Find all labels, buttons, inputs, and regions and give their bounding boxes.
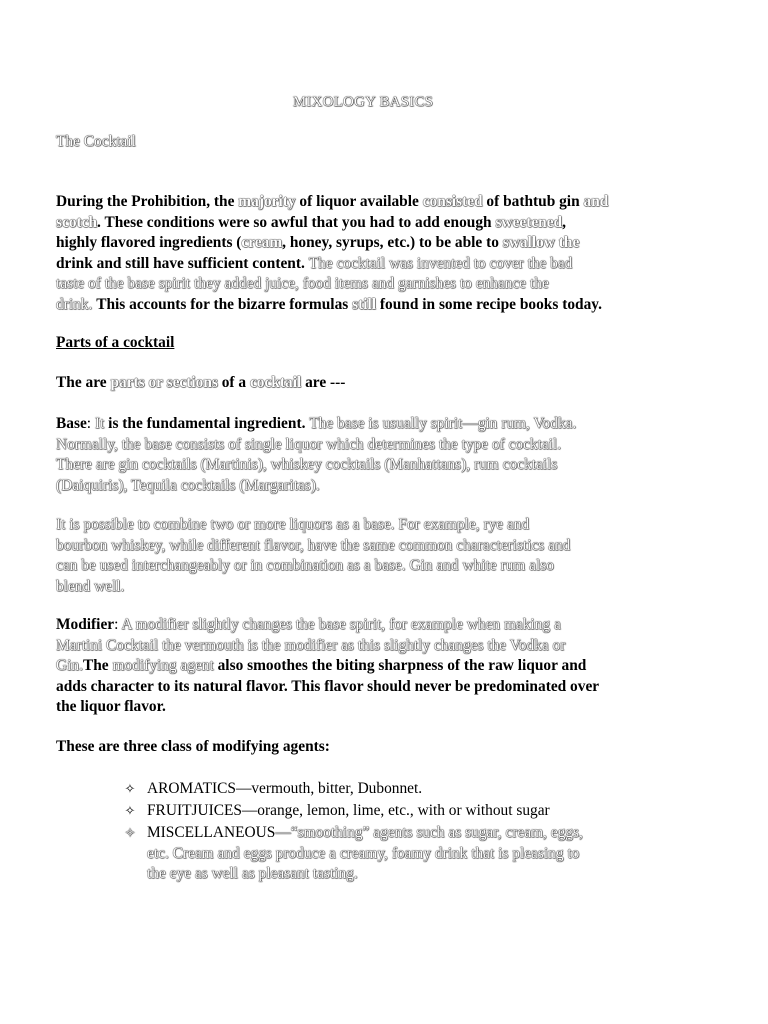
parts-heading: Parts of a cocktail (56, 334, 175, 351)
bullet-star-icon: ✧ (124, 803, 136, 818)
text-line (147, 779, 422, 799)
text-line (56, 295, 602, 315)
text-run: of liquor available (295, 193, 423, 210)
text-run: etc. Cream and eggs produce a creamy, foamy drink that is pleasing to (147, 844, 580, 862)
text-line (56, 435, 561, 455)
text-run: parts or sections (110, 374, 218, 391)
text-run: Normally, the base consists of single liquor which determines the type of cocktail. (56, 435, 562, 453)
text-run: highly flavored ingredients ( (56, 234, 242, 251)
text-run: , honey, syrups, etc.) to be able to (282, 234, 503, 251)
text-line (56, 274, 549, 294)
text-line (56, 373, 345, 393)
text-run: can be used interchangeably or in combination as a base. Gin and white rum also (56, 557, 554, 574)
text-run: Modifier (56, 616, 115, 633)
text-run: still (352, 295, 377, 313)
text-run: The (82, 657, 113, 674)
text-line (56, 476, 320, 496)
text-line (56, 414, 576, 434)
text-line (56, 254, 572, 274)
text-run: It is possible to combine two or more liquors as a base. For example, rye and (56, 516, 530, 533)
text-run: is the fundamental ingredient. (104, 415, 310, 432)
text-line (56, 697, 166, 717)
text-line (56, 577, 124, 597)
text-line (56, 455, 557, 475)
text-run: of a (217, 374, 250, 391)
text-line (56, 636, 565, 656)
text-run: taste of the base spirit they added juice, food items and garnishes to enhance the (56, 275, 549, 292)
text-run: and (583, 193, 609, 210)
text-run: A modifier slightly changes the base spirit, for example when making a (121, 616, 561, 633)
text-run: drink. (56, 295, 97, 313)
text-run: The cocktail was invented to cover the bad (308, 254, 573, 272)
text-run: FRUITJUICES—orange, lemon, lime, etc., with or without sugar (147, 802, 550, 819)
text-line (56, 656, 586, 676)
text-run: cream (241, 234, 283, 251)
text-run: : (86, 415, 95, 432)
text-run: This accounts for the bizarre formulas (96, 295, 353, 313)
text-run: MISCELLANEOUS (147, 824, 276, 841)
text-run: bourbon whiskey, while different flavor, have the same common characteristics and (56, 536, 571, 554)
document-subtitle: The Cocktail (56, 133, 136, 150)
text-run: cocktail (249, 374, 302, 391)
text-run: are --- (301, 374, 346, 391)
bullet-star-icon: ✧ (124, 825, 136, 840)
text-line (56, 536, 570, 556)
text-run: majority (238, 193, 296, 210)
text-run: sweetened (495, 213, 563, 231)
text-run: These are three class of modifying agents: (56, 738, 330, 755)
text-line (147, 844, 579, 864)
text-run: During the Prohibition, the (56, 193, 239, 210)
text-line (56, 192, 608, 212)
text-run: Martini Cocktail the vermouth is the modifier as this slightly changes the Vodka or (56, 636, 566, 654)
text-run: Gin. (56, 657, 83, 674)
text-run: It (94, 415, 105, 432)
text-run: . These conditions were so awful that you had to add enough (97, 213, 496, 231)
text-run: also smoothes the biting sharpness of the raw liquor and (213, 657, 587, 674)
text-line (56, 213, 566, 233)
text-line (147, 823, 583, 843)
text-line (56, 515, 529, 535)
text-line (56, 615, 561, 635)
text-run: The are (56, 374, 111, 391)
text-run: adds character to its natural flavor. This flavor should never be predominated over (56, 677, 600, 695)
text-run: (Daiquiris), Tequila cocktails (Margaritas). (56, 476, 320, 494)
text-run: , (562, 213, 566, 231)
text-run: of bathtub gin (482, 193, 584, 210)
text-run: drink and still have sufficient content. (56, 254, 309, 272)
text-run: swallow the (502, 234, 580, 251)
text-run: The base is usually spirit—gin rum, Vodka. (309, 415, 577, 432)
text-line (56, 737, 330, 757)
text-run: scotch (56, 213, 98, 231)
text-line (147, 801, 550, 821)
text-run: AROMATICS—vermouth, bitter, Dubonnet. (147, 780, 423, 797)
text-run: Base (56, 415, 87, 432)
text-run: consisted (422, 193, 483, 210)
bullet-star-icon: ✧ (124, 781, 136, 796)
text-run: found in some recipe books today. (376, 295, 602, 313)
text-run: modifying agent (112, 657, 214, 674)
document-title: MIXOLOGY BASICS (292, 94, 434, 110)
text-line (56, 677, 599, 697)
text-run: —“smoothing” agents such as sugar, cream, eggs, (275, 824, 583, 841)
text-line (56, 233, 579, 253)
text-run: the eye as well as pleasant tasting. (147, 865, 358, 882)
text-run: blend well. (56, 577, 125, 595)
text-line (147, 864, 358, 884)
text-run: There are gin cocktails (Martinis), whiskey cocktails (Manhattans), rum cocktails (56, 456, 558, 473)
text-run: the liquor flavor. (56, 698, 166, 715)
text-line (56, 556, 554, 576)
text-run: : (114, 616, 122, 633)
